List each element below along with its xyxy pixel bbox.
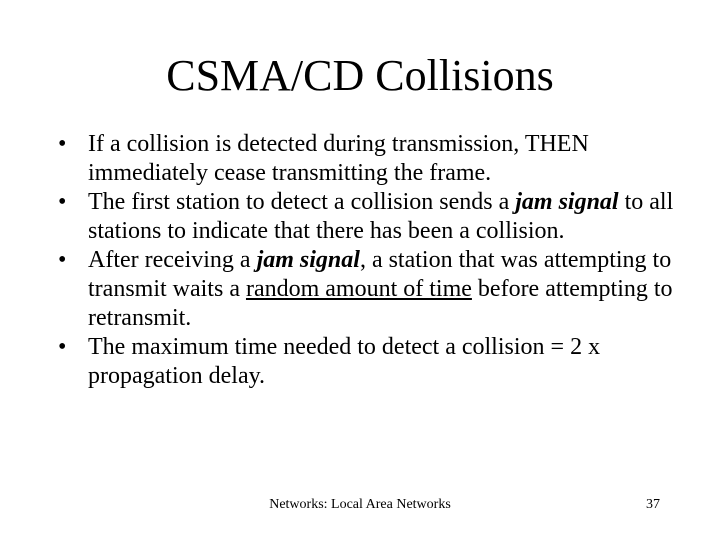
bullet-text: The maximum time needed to detect a collision = 2 x propagation delay.	[88, 334, 601, 389]
bullet-item	[58, 130, 688, 188]
emphasis-text: jam signal	[256, 247, 360, 273]
bullet-text: before attempting to retransmit.	[88, 276, 673, 331]
bullet-list	[58, 130, 688, 391]
underlined-text: random amount of time	[245, 276, 472, 302]
bullet-icon: •	[58, 247, 67, 273]
bullet-icon: •	[58, 131, 67, 157]
emphasis-text: jam signal	[515, 189, 619, 215]
bullet-item	[58, 188, 688, 246]
bullet-icon: •	[58, 334, 67, 360]
bullet-text: , a station that was attempting to transmit waits a	[88, 247, 672, 302]
bullet-text: The first station to detect a collision sends a	[88, 189, 516, 215]
bullet-text: to all stations to indicate that there has been a collision.	[88, 189, 674, 244]
slide-title: CSMA/CD Collisions	[166, 51, 554, 100]
bullet-icon: •	[58, 189, 67, 215]
bullet-text: After receiving a	[88, 247, 257, 273]
bullet-item	[58, 246, 688, 333]
bullet-text: If a collision is detected during transmission, THEN immediately cease transmitting the frame.	[88, 131, 589, 186]
page-number: 37	[646, 497, 660, 512]
footer-title: Networks: Local Area Networks	[269, 497, 451, 512]
bullet-item	[58, 333, 688, 391]
